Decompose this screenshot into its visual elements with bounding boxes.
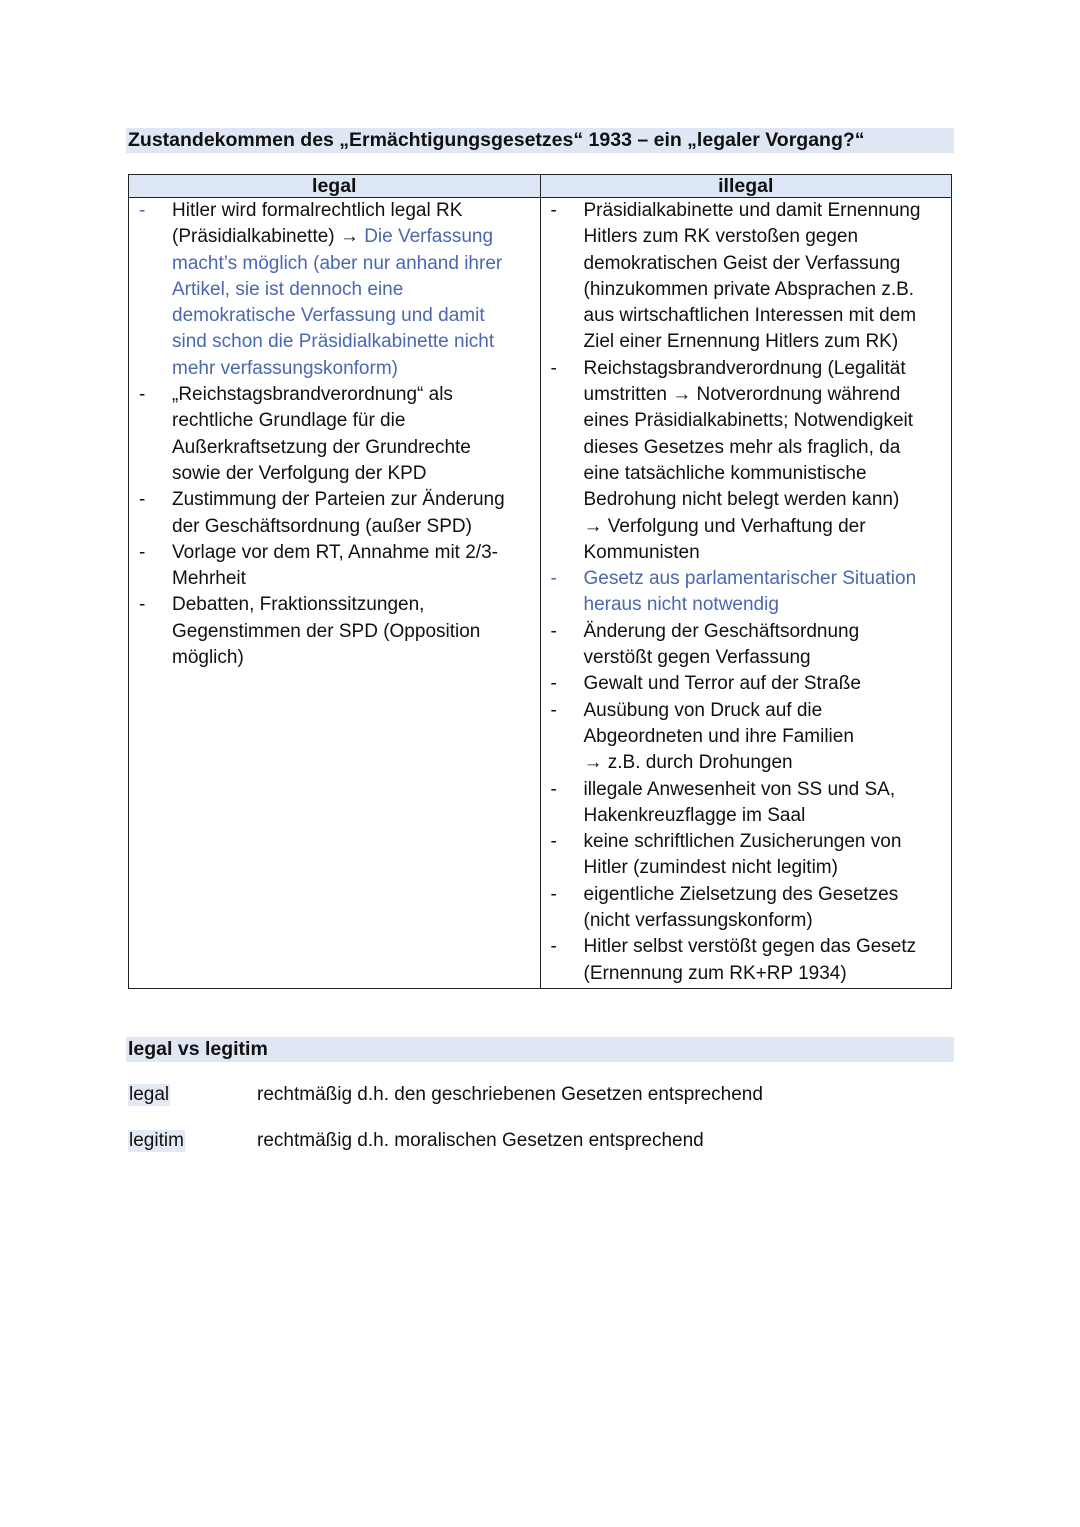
text: (Ernennung zum RK+RP 1934) xyxy=(583,962,847,984)
list-item xyxy=(129,540,540,593)
text: (Präsidialkabinette) → xyxy=(172,226,365,248)
text-line xyxy=(172,514,540,540)
text-line xyxy=(584,829,952,855)
text-line xyxy=(584,592,952,618)
text-line xyxy=(584,961,952,987)
text-line xyxy=(172,592,540,618)
highlighted-text: Die Verfassung xyxy=(364,226,494,248)
bullet-dash: - xyxy=(550,936,557,958)
title-bar xyxy=(126,128,954,153)
text-line xyxy=(172,382,540,408)
text: Mehrheit xyxy=(172,568,246,590)
text: verstößt gegen Verfassung xyxy=(583,647,811,669)
highlighted-text: Artikel, sie ist dennoch eine xyxy=(172,278,404,300)
text: rechtliche Grundlage für die xyxy=(172,410,406,432)
text: Zustimmung der Parteien zur Änderung xyxy=(172,489,505,511)
term: legal xyxy=(129,1084,170,1105)
list-item xyxy=(541,934,952,987)
bullet-dash: - xyxy=(550,357,557,379)
highlighted-text: Gesetz aus parlamentarischer Situation xyxy=(583,568,917,590)
highlighted-text: macht’s möglich (aber nur anhand ihrer xyxy=(172,252,503,274)
text-line xyxy=(172,303,540,329)
text: „Reichstagsbrandverordnung“ als xyxy=(172,384,453,406)
text-line xyxy=(584,408,952,434)
bullet-dash: - xyxy=(139,594,146,616)
text: aus wirtschaftlichen Interessen mit dem xyxy=(583,305,917,327)
bullet-dash: - xyxy=(550,883,557,905)
list-item xyxy=(129,592,540,671)
text-line xyxy=(172,224,540,250)
text: umstritten → Notverordnung während xyxy=(583,384,901,406)
section-title: legal vs legitim xyxy=(128,1038,268,1060)
bullet-dash: - xyxy=(550,699,557,721)
text-line xyxy=(584,514,952,540)
text-line xyxy=(172,329,540,355)
list-item xyxy=(129,487,540,540)
text-line xyxy=(584,566,952,592)
bullet-dash: - xyxy=(550,778,557,800)
text: eigentliche Zielsetzung des Gesetzes xyxy=(583,883,899,905)
text: Gegenstimmen der SPD (Opposition xyxy=(172,620,481,642)
text: Hakenkreuzflagge im Saal xyxy=(583,804,806,826)
bullet-dash: - xyxy=(550,673,557,695)
list-item xyxy=(541,829,952,882)
text-line xyxy=(172,461,540,487)
text-line xyxy=(584,698,952,724)
text: Präsidialkabinette und damit Ernennung xyxy=(583,200,921,221)
text-line xyxy=(584,303,952,329)
text-line xyxy=(584,934,952,960)
text: keine schriftlichen Zusicherungen von xyxy=(583,831,902,853)
text: (hinzukommen private Absprachen z.B. xyxy=(583,278,915,300)
definition: rechtmäßig d.h. den geschriebenen Gesetzen entsprechend xyxy=(257,1084,763,1105)
bullet-dash: - xyxy=(139,200,146,221)
list-item xyxy=(129,382,540,487)
text: Bedrohung nicht belegt werden kann) xyxy=(583,489,900,511)
text: Hitlers zum RK verstoßen gegen xyxy=(583,226,859,248)
text: Reichstagsbrandverordnung (Legalität xyxy=(583,357,906,379)
header-legal: legal xyxy=(129,175,541,198)
text-line xyxy=(172,619,540,645)
list-item xyxy=(541,619,952,672)
text: eines Präsidialkabinetts; Notwendigkeit xyxy=(583,410,914,432)
legal-column xyxy=(129,198,541,989)
text-line xyxy=(584,382,952,408)
bullet-dash: - xyxy=(139,489,146,511)
definition: rechtmäßig d.h. moralischen Gesetzen entsprechend xyxy=(257,1130,704,1151)
text: Änderung der Geschäftsordnung xyxy=(583,620,860,642)
page-title: Zustandekommen des „Ermächtigungsgesetzes“ 1933 – ein „legaler Vorgang?“ xyxy=(128,129,865,151)
text: Hitler selbst verstößt gegen das Gesetz xyxy=(583,936,917,958)
header-illegal: illegal xyxy=(540,175,952,198)
list-item xyxy=(129,198,540,382)
text-line xyxy=(584,435,952,461)
legal-illegal-table xyxy=(128,174,952,989)
text: möglich) xyxy=(172,647,244,669)
text-line xyxy=(584,908,952,934)
bullet-dash: - xyxy=(550,568,557,590)
text: → z.B. durch Drohungen xyxy=(583,752,793,774)
text: demokratischen Geist der Verfassung xyxy=(583,252,901,274)
text-line xyxy=(584,724,952,750)
list-item xyxy=(541,777,952,830)
text: Ausübung von Druck auf die xyxy=(583,699,823,721)
text-line xyxy=(584,461,952,487)
text-line xyxy=(584,277,952,303)
text-line xyxy=(172,251,540,277)
text-line xyxy=(584,671,952,697)
text: Hitler wird formalrechtlich legal RK xyxy=(172,200,463,221)
text: Vorlage vor dem RT, Annahme mit 2/3- xyxy=(172,541,498,563)
text: Hitler (zumindest nicht legitim) xyxy=(583,857,838,879)
text: eine tatsächliche kommunistische xyxy=(583,462,867,484)
highlighted-text: mehr verfassungskonform) xyxy=(172,357,398,379)
text: sowie der Verfolgung der KPD xyxy=(172,462,427,484)
list-item xyxy=(541,566,952,619)
text: → Verfolgung und Verhaftung der xyxy=(583,515,866,537)
text-line xyxy=(172,356,540,382)
section-title-bar xyxy=(126,1037,954,1062)
text-line xyxy=(172,198,540,224)
text-line xyxy=(584,198,952,224)
list-item xyxy=(541,356,952,566)
highlighted-text: heraus nicht notwendig xyxy=(583,594,779,616)
text-line xyxy=(584,356,952,382)
text: Ziel einer Ernennung Hitlers zum RK) xyxy=(583,331,899,353)
text-line xyxy=(172,566,540,592)
text-line xyxy=(172,540,540,566)
text: Gewalt und Terror auf der Straße xyxy=(583,673,861,695)
text-line xyxy=(584,882,952,908)
text: Außerkraftsetzung der Grundrechte xyxy=(172,436,471,458)
list-item xyxy=(541,198,952,356)
text-line xyxy=(584,329,952,355)
text-line xyxy=(584,750,952,776)
text-line xyxy=(172,277,540,303)
text-line xyxy=(584,645,952,671)
text: dieses Gesetzes mehr als fraglich, da xyxy=(583,436,901,458)
term: legitim xyxy=(129,1130,184,1151)
text: Kommunisten xyxy=(583,541,700,563)
text-line xyxy=(172,435,540,461)
text-line xyxy=(584,619,952,645)
text: (nicht verfassungskonform) xyxy=(583,910,813,932)
text-line xyxy=(584,251,952,277)
list-item xyxy=(541,698,952,777)
highlighted-text: demokratische Verfassung und damit xyxy=(172,305,485,327)
text: illegale Anwesenheit von SS und SA, xyxy=(583,778,896,800)
bullet-dash: - xyxy=(550,200,557,221)
highlighted-text: sind schon die Präsidialkabinette nicht xyxy=(172,331,495,353)
text-line xyxy=(172,408,540,434)
bullet-dash: - xyxy=(550,620,557,642)
bullet-dash: - xyxy=(139,384,146,406)
text: Abgeordneten und ihre Familien xyxy=(583,725,854,747)
illegal-column xyxy=(540,198,952,989)
text-line xyxy=(584,855,952,881)
text-line xyxy=(584,224,952,250)
text-line xyxy=(584,487,952,513)
list-item xyxy=(541,671,952,697)
text-line xyxy=(172,487,540,513)
text: der Geschäftsordnung (außer SPD) xyxy=(172,515,472,537)
bullet-dash: - xyxy=(550,831,557,853)
text-line xyxy=(584,803,952,829)
text-line xyxy=(584,777,952,803)
text-line xyxy=(172,645,540,671)
bullet-dash: - xyxy=(139,541,146,563)
text: Debatten, Fraktionssitzungen, xyxy=(172,594,425,616)
text-line xyxy=(584,540,952,566)
list-item xyxy=(541,882,952,935)
